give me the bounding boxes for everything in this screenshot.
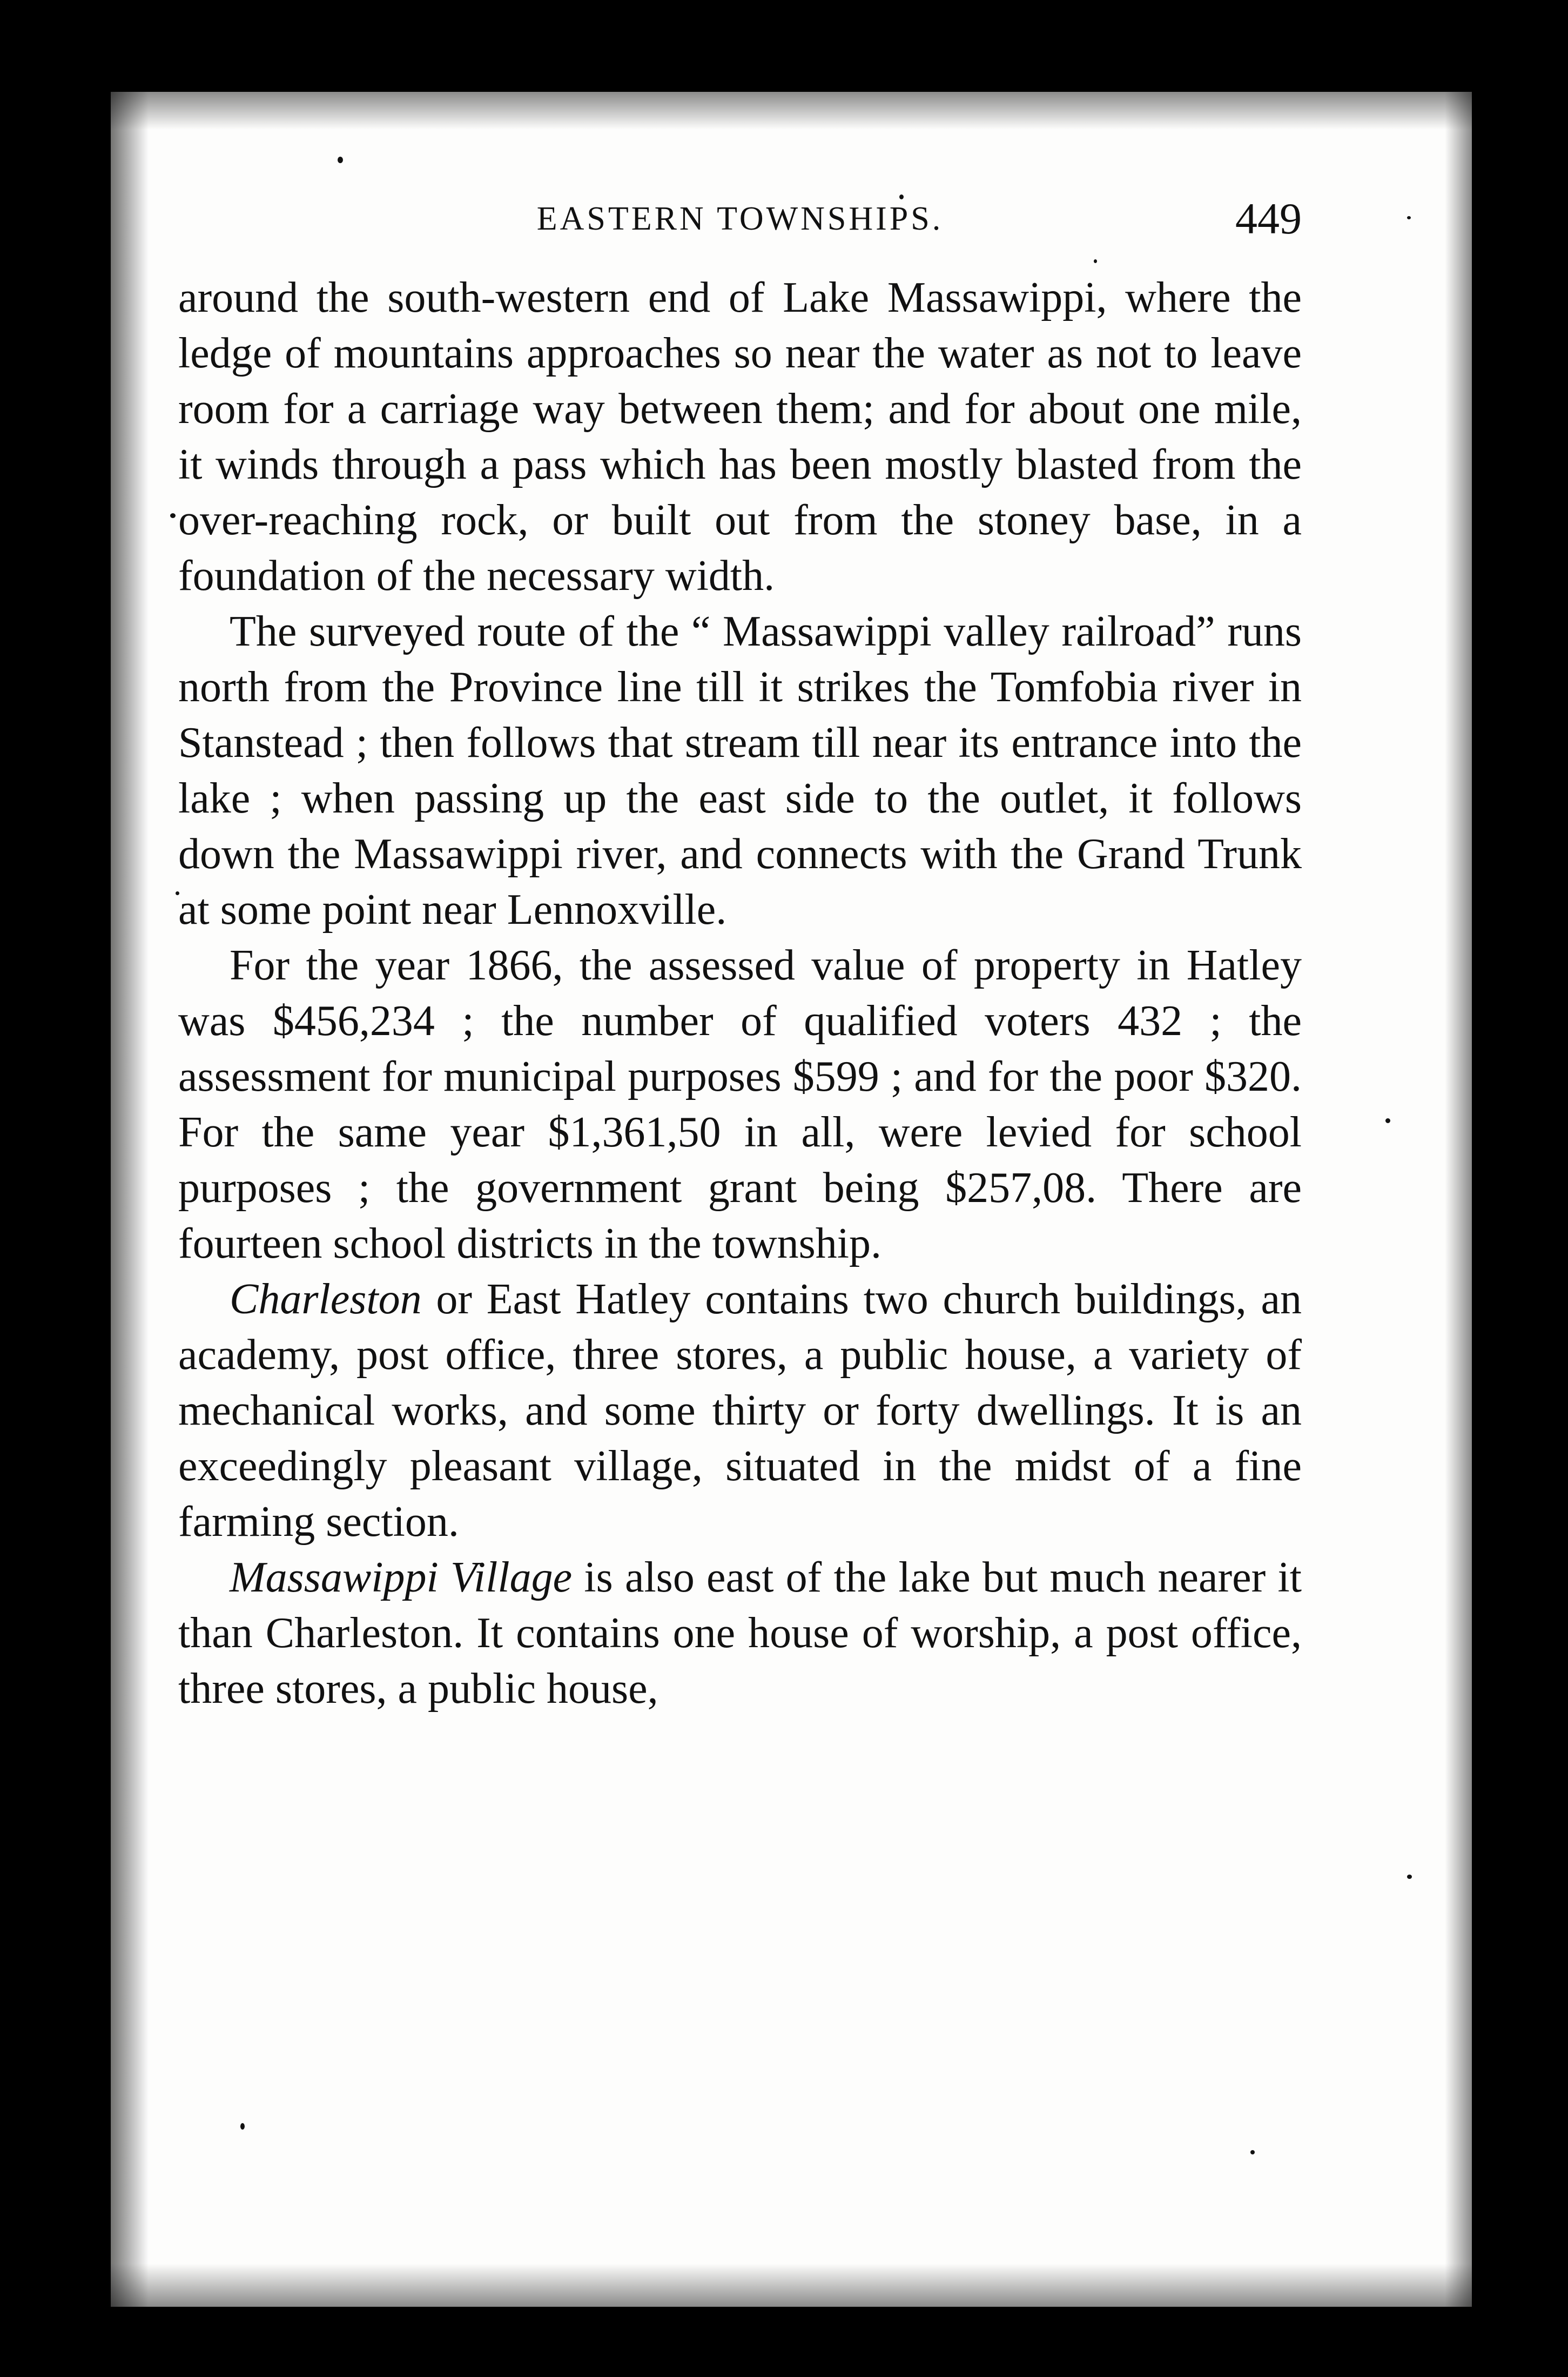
running-head: EASTERN TOWNSHIPS. [536, 200, 944, 237]
scan-speck [170, 513, 176, 518]
page-shadow-top [111, 92, 1472, 130]
page-number: 449 [1235, 194, 1302, 243]
paragraph-1 [178, 270, 1302, 604]
page-header [178, 189, 1302, 249]
scan-speck [1407, 216, 1411, 219]
body-text [178, 270, 1302, 1717]
paragraph-3-text: For the year 1866, the assessed value of property in Hatley was $456,234 ; the number of qualified voters 432 ; the assessment for municipal purposes $599 ; and for the poor $320. For the same year $1,361,50 in all, were levied for school purposes ; the government grant being $257,08. There are fourteen school districts in the township. [178, 942, 1302, 1267]
scan-speck [1250, 2150, 1255, 2154]
paragraph-2-text: The surveyed route of the “ Massawippi valley railroad” runs north from the Province line till it strikes the Tomfobia river in Stanstead ; then follows that stream till near its entrance into the lake ; when passing up the east side to the outlet, it follows down the Massawippi river, and connects with the Grand Trunk at some point near Lennoxville. [178, 608, 1302, 934]
paragraph-5-text: is also east of the lake but much nearer it than Charleston. It contains one house of worship, a post office, three stores, a public house, [178, 1554, 1302, 1713]
paragraph-1-text: around the south-western end of Lake Massawippi, where the ledge of mountains approaches so near the water as not to leave room for a carriage way between them; and for about one mile, it winds through a pass which has been mostly blasted from the over-reaching rock, or built out from the stoney base, in a foundation of the necessary width. [178, 274, 1302, 600]
paragraph-2 [178, 604, 1302, 938]
scan-speck [338, 157, 343, 163]
paragraph-4-text: or East Hatley contains two church buildings, an academy, post office, three stores, a public house, a variety of mechanical works, and some thirty or forty dwellings. It is an exceedingly pleasant village, situated in the midst of a fine farming section. [178, 1275, 1302, 1546]
scan-speck [1385, 1118, 1390, 1123]
paragraph-3 [178, 938, 1302, 1272]
place-name-massawippi-village: Massawippi Village [230, 1554, 573, 1601]
scan-speck [240, 2123, 245, 2130]
scan-speck [1407, 1875, 1412, 1879]
page-shadow-bottom [111, 2264, 1472, 2307]
scan-speck [1094, 259, 1097, 263]
paragraph-4 [178, 1272, 1302, 1550]
page-shadow-left [111, 92, 149, 2307]
place-name-charleston: Charleston [230, 1275, 422, 1323]
paragraph-5 [178, 1550, 1302, 1717]
page-shadow-right [1445, 92, 1472, 2307]
